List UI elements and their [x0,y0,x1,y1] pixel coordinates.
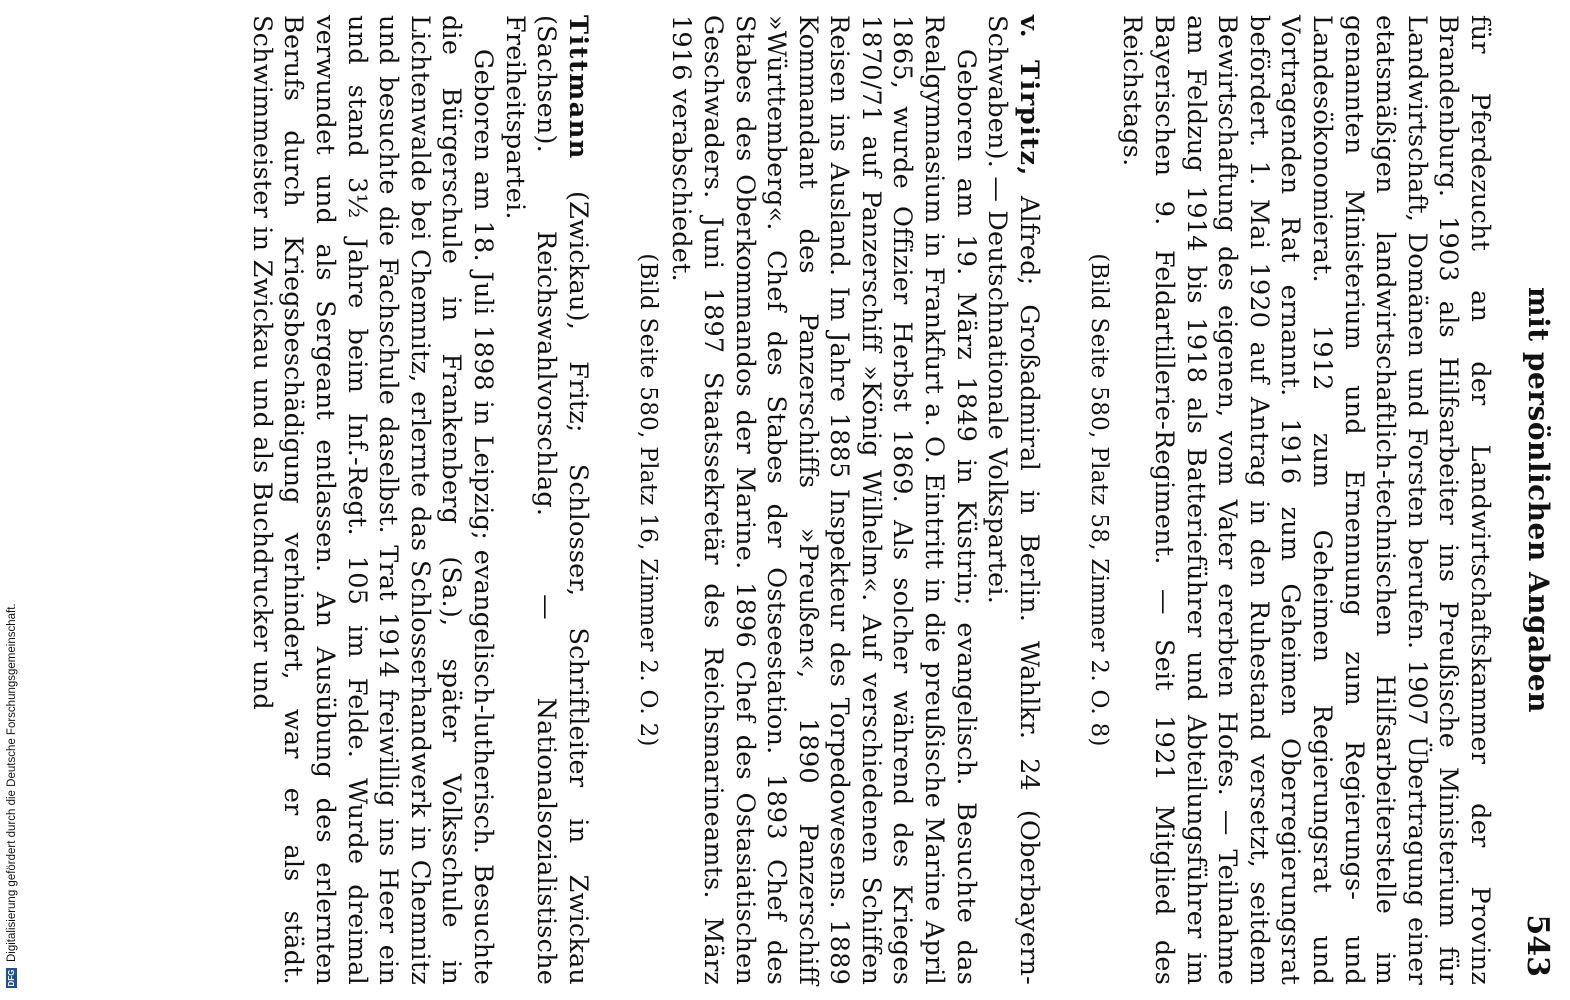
running-head: mit persönlichen Angaben [1522,286,1555,714]
member-details: Alfred; Großadmiral in Berlin. Wahlkr. 24 (Oberbayern-Schwaben). — Deutschnationale Volkspartei. [982,15,1044,986]
rotated-book-page [125,15,1555,985]
page-header [1515,15,1555,985]
digitization-credit-text: Digitalisierung gefördert durch die Deutsche Forschungsgemeinschaft. [6,603,18,962]
entries-column [245,15,1495,985]
entry-body-paragraph: Geboren am 18. Juli 1898 in Leipzig; evangelisch-lutherisch. Besuchte die Bürgerschule in Frankenberg (Sa.), später Volksschule in Lichtenwalde bei Chemnitz, erlernte das Schlosserhandwerk in Chemnitz und besuchte die Fachschule daselbst. Trat 1914 freiwillig ins Heer ein und stand 3½ Jahre beim Inf.-Regt. 105 im Felde. Wurde dreimal verwundet und als Sergeant entlassen. An Ausübung des erlernten Berufs durch Kriegsbeschädigung verhindert, war er als städt. Schwimmeister in Zwickau und als Buchdrucker und [246,15,498,985]
entry-body-paragraph: Geboren am 19. März 1849 in Küstrin; evangelisch. Besuchte das Realgymnasium in Frankfurt a. O. Eintritt in die preußische Marine April 1865, wurde Offizier Herbst 1869. Als solcher während des Krieges 1870/71 auf Panzerschiff »König Wilhelm«. Auf verschiedenen Schiffen Reisen ins Ausland. Im Jahre 1885 Inspekteur des Torpedowesens. 1889 Kommandant des Panzerschiffs »Preußen«, 1890 Panzerschiff »Württemberg«. Chef des Stabes der Ostseestation. 1893 Chef des Stabes des Oberkommandos der Marine. 1896 Chef des Ostasiatischen Geschwaders. Juni 1897 Staatssekretär des Reichsmarineamts. März 1916 verabschiedet. [666,15,981,985]
member-name: v. Tirpitz, [1013,15,1044,177]
entry-tirpitz [633,15,1044,985]
entry-body-paragraph: für Pferdezucht an der Landwirtschaftskammer der Provinz Brandenburg. 1903 als Hilfsarbeiter ins Preußische Ministerium für Landwirtschaft, Domänen und Forsten berufen. 1907 Übertragung einer etatsmäßigen landwirtschaftlich-technischen Hilfsarbeiterstelle im genannten Ministerium und Ernennung zum Regierungs- und Landesökonomierat. 1912 zum Geheimen Regierungsrat und Vortragenden Rat ernannt. 1916 zum Geheimen Oberregierungsrat befördert. 1. Mai 1920 auf Antrag in den Ruhestand versetzt, seitdem Bewirtschaftung des eigenen, vom Vater ererbten Hofes. — Teilnahme am Feldzug 1914 bis 1918 als Batterieführer und Abteilungsführer im Bayerischen 9. Feldartillerie-Regiment. — Seit 1921 Mitglied des Reichstags. [1117,15,1495,985]
photo-reference: (Bild Seite 580, Platz 58, Zimmer 2. O. 8) [1085,253,1112,747]
photo-reference: (Bild Seite 580, Platz 16, Zimmer 2. O. 2) [634,253,661,747]
member-name: Tittmann [562,15,593,160]
dfg-logo-icon: DFG [7,969,17,987]
entry-header [498,15,593,985]
member-details: (Zwickau), Fritz; Schlosser, Schriftleiter in Zwickau (Sachsen). Reichswahlvorschlag. — Nationalsozialistische Freiheitspartei. [499,15,593,985]
entry-tittmann [245,15,593,985]
entry-continuation [1084,15,1495,985]
entry-header [981,15,1044,985]
page-number: 543 [1520,914,1555,977]
digitization-credit [0,0,24,1000]
